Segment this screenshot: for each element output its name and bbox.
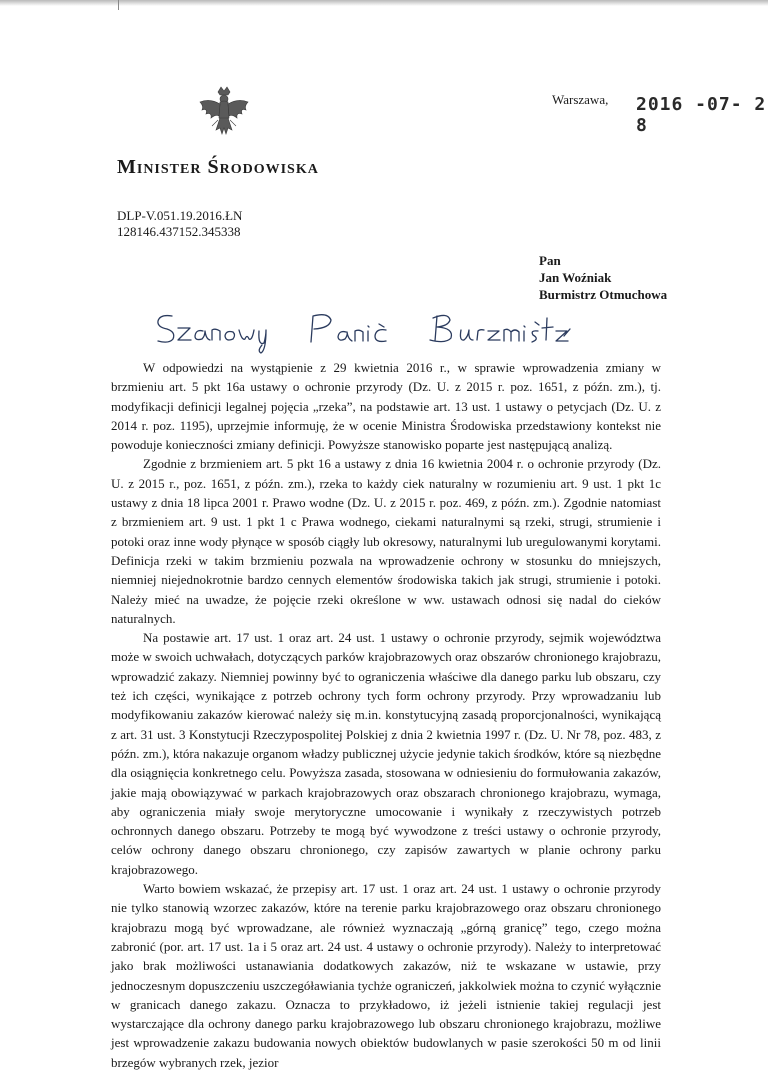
scan-edge-shadow: [0, 0, 768, 6]
letter-body: [111, 358, 661, 1072]
date-stamp: 2016 -07- 2 8: [636, 94, 767, 136]
reference-numbers: [117, 208, 242, 240]
handwritten-salutation: [148, 306, 578, 354]
body-paragraph: Warto bowiem wskazać, że przepisy art. 17 ust. 1 oraz art. 24 ust. 1 ustawy o ochronie przyrody nie tylko stanowią wzorzec zakazów, które na terenie parku krajobrazowego oraz obszaru chronionego krajobrazu mogą być wprowadzane, ale również wyznaczają „górną granicę” tego, czego można zabronić (por. art. 17 ust. 1a i 5 oraz art. 24 ust. 4 ustawy o ochronie przyrody). Należy to interpretować jako brak możliwości ustanawiania dodatkowych zakazów, niż te wskazane w ustawie, przy jednoczesnym dopuszczeniu uszczegóławiania tychże ograniczeń, jakkolwiek można to czynić wyłącznie w granicach danego zakazu. Oznacza to przykładowo, iż jeżeli istnienie takiej regulacji jest wystarczające dla ochrony danego parku krajobrazowego lub obszaru chronionego krajobrazu, możliwe jest wprowadzenie zakazu budowania nowych obiektów budowlanych w pasie szerokości 50 m od linii brzegów wybranych rzek, jezior: [111, 881, 661, 1070]
scan-mark: [118, 0, 119, 10]
body-paragraph: Na postawie art. 17 ust. 1 oraz art. 24 ust. 1 ustawy o ochronie przyrody, sejmik województwa może w swoich uchwałach, dotyczących parków krajobrazowych oraz obszarów chronionego krajobrazu, wprowadzić zakazy. Niemniej powinny być to ograniczenia właściwe dla danego parku lub obszaru, czy też ich części, wynikające z potrzeb ochrony tych form ochrony przyrody. Przy wprowadzaniu lub modyfikowaniu zakazów kierować należy się m.in. konstytucyjną zasadą proporcjonalności, wynikającą z art. 31 ust. 3 Konstytucji Rzeczypospolitej Polskiej z dnia 2 kwietnia 1997 r. (Dz. U. Nr 78, poz. 483, z późn. zm.), która nakazuje organom władzy publicznej użycie jedynie takich środków, które są niezbędne dla osiągnięcia konkretnego celu. Powyższa zasada, stosowana w odniesieniu do formułowania zakazów, jakie mają obowiązywać w parkach krajobrazowych oraz obszarach chronionego krajobrazu, wymaga, aby ograniczenia miały swoje merytoryczne umocowanie i wynikały z rzeczywistych potrzeb ochronnych danego obszaru. Potrzeby te mogą być wywodzone z treści ustawy o ochronie przyrody, celów ochrony danego obszaru chronionego, czy zapisów zawartych w planie ochrony parku krajobrazowego.: [111, 630, 661, 877]
reference-line: DLP-V.051.19.2016.ŁN: [117, 208, 243, 223]
place-label: Warszawa,: [552, 92, 609, 107]
polish-eagle-emblem-icon: [196, 84, 252, 140]
body-paragraph: W odpowiedzi na wystąpienie z 29 kwietnia 2016 r., w sprawie wprowadzenia zmiany w brzmieniu art. 5 pkt 16a ustawy o ochronie przyrody (Dz. U. z 2015 r. poz. 1651, z późn. zm.), tj. modyfikacji definicji legalnej pojęcia „rzeka”, na podstawie art. 13 ust. 1 ustawy o petycjach (Dz. U. z 2014 r. poz. 1195), uprzejmie informuję, że w ocenie Ministra Środowiska przedstawiony kontekst nie powoduje konieczności zmiany definicji. Powyższe stanowisko poparte jest następującą analizą.: [111, 360, 661, 453]
addressee-line: Pan: [539, 253, 561, 268]
ministry-heading: Minister Środowiska: [117, 156, 319, 178]
salutation-text: Szanowny Panie Burmistrzu: [148, 352, 160, 353]
reference-line: 128146.437152.345338: [117, 224, 241, 239]
addressee-line: Jan Woźniak: [539, 270, 612, 285]
addressee-block: [539, 252, 667, 303]
body-paragraph: Zgodnie z brzmieniem art. 5 pkt 16 a ustawy z dnia 16 kwietnia 2004 r. o ochronie przyrody (Dz. U. z 2015 r., poz. 1651, z późn. zm.), rzeka to każdy ciek naturalny w rozumieniu art. 9 ust. 1 pkt 1c ustawy z dnia 18 lipca 2001 r. Prawo wodne (Dz. U. z 2015 r. poz. 469, z późn. zm.). Zgodnie natomiast z brzmieniem art. 9 ust. 1 pkt 1 c Prawa wodnego, ciekami naturalnymi są rzeki, strugi, strumienie i potoki oraz inne wody płynące w sposób ciągły lub okresowy, naturalnymi lub uregulowanymi korytami. Definicja rzeki w takim brzmieniu pozwala na wprowadzenie ochrony w stosunku do mniejszych, niemniej niejednokrotnie bardzo cennych elementów środowiska takich jak strugi, strumienie i potoki. Należy mieć na uwadze, że pojęcie rzeki określone w ww. ustawach odnosi się nadal do cieków naturalnych.: [111, 456, 661, 626]
addressee-line: Burmistrz Otmuchowa: [539, 287, 668, 302]
